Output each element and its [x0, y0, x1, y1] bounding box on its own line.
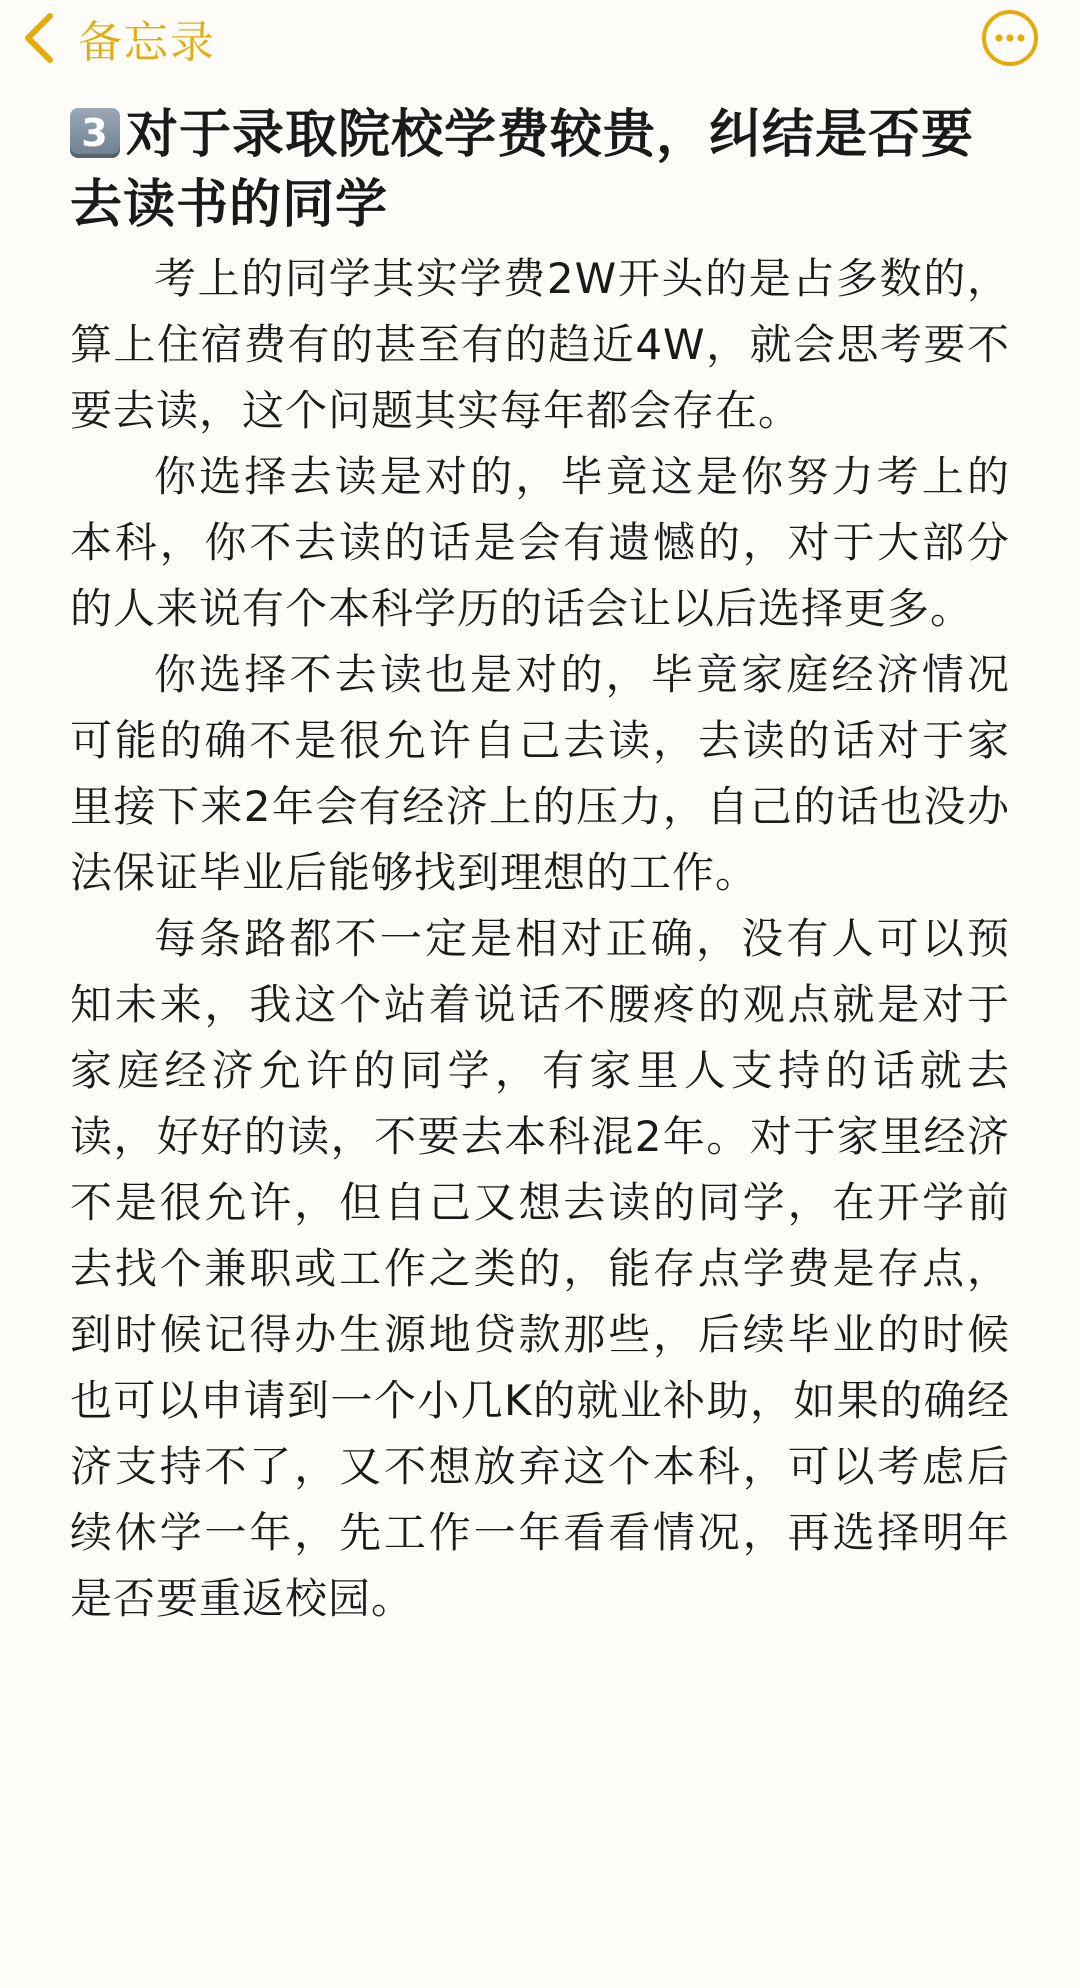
more-horizontal-icon — [980, 8, 1040, 68]
more-options-button[interactable] — [980, 8, 1040, 68]
chevron-left-icon — [20, 12, 56, 64]
keycap-number-badge: 3 — [70, 108, 120, 158]
back-button-label: 备忘录 — [78, 17, 216, 68]
note-paragraph: 你选择去读是对的，毕竟这是你努力考上的本科，你不去读的话是会有遗憾的，对于大部分的人来说有个本科学历的话会让以后选择更多。 — [70, 452, 1010, 633]
note-paragraph: 考上的同学其实学费2W开头的是占多数的，算上住宿费有的甚至有的趋近4W，就会思考要不要去读，这个问题其实每年都会存在。 — [70, 254, 1010, 435]
note-paragraph: 每条路都不一定是相对正确，没有人可以预知未来，我这个站着说话不腰疼的观点就是对于家庭经济允许的同学，有家里人支持的话就去读，好好的读，不要去本科混2年。对于家里经济不是很允许，但自己又想去读的同学，在开学前去找个兼职或工作之类的，能存点学费是存点，到时候记得办生源地贷款那些，后续毕业的时候也可以申请到一个小几K的就业补助，如果的确经济支持不了，又不想放弃这个本科，可以考虑后续休学一年，先工作一年看看情况，再选择明年是否要重返校园。 — [70, 914, 1010, 1623]
note-paragraph: 你选择不去读也是对的，毕竟家庭经济情况可能的确不是很允许自己去读，去读的话对于家里接下来2年会有经济上的压力，自己的话也没办法保证毕业后能够找到理想的工作。 — [70, 650, 1010, 897]
navigation-bar — [0, 0, 1080, 80]
back-button[interactable] — [20, 8, 216, 68]
note-content[interactable] — [70, 100, 1010, 1632]
note-title — [70, 100, 1010, 240]
note-title-text: 对于录取院校学费较贵，纠结是否要去读书的同学 — [70, 105, 975, 235]
note-body — [70, 246, 1010, 1632]
